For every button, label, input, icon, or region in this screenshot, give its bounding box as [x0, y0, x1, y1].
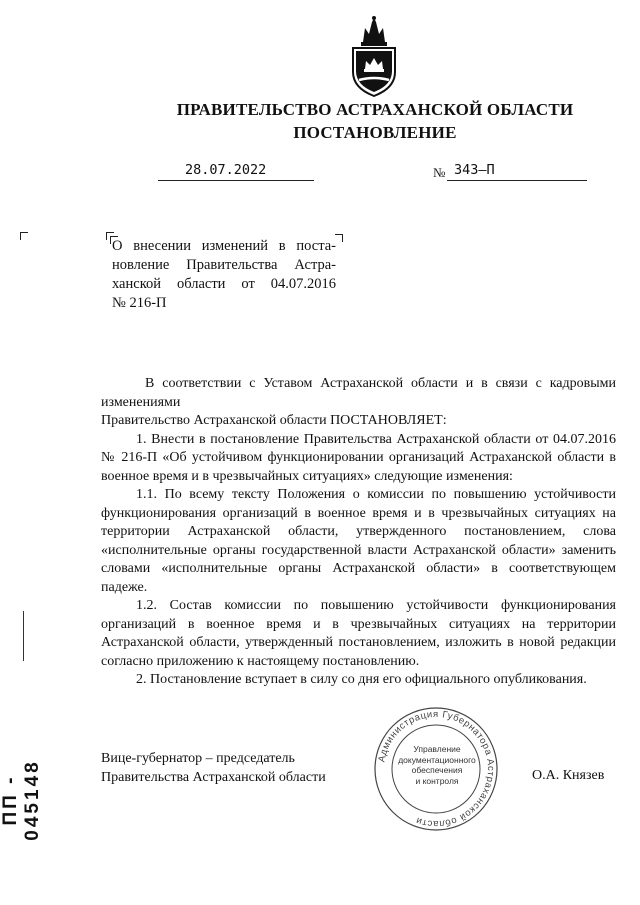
stamp-ring-text: Администрация Губернатора Астраханской области	[376, 708, 497, 830]
resolution-clause: Правительство Астраханской области ПОСТАНОВЛЯЕТ:	[101, 413, 447, 428]
stamp-inner-text	[393, 744, 481, 786]
stamp-inner-line: и контроля	[415, 775, 459, 786]
subject-line: № 216-П	[112, 295, 167, 311]
signatory-position-line: Вице-губернатор – председатель	[101, 751, 295, 766]
subject-line: ханской области от 04.07.2016	[112, 276, 336, 292]
signatory-name: О.А. Князев	[532, 768, 605, 783]
document-body	[101, 375, 616, 690]
margin-corner-mark	[20, 232, 28, 240]
document-number: 343–П	[454, 162, 495, 178]
form-serial-number: ПП - 045148	[0, 759, 43, 841]
document-subject	[112, 237, 336, 313]
intro-paragraph: В соответствии с Уставом Астраханской области и в связи с кадровыми изменениями	[101, 376, 616, 410]
number-sign-label: №	[433, 165, 446, 180]
signatory-position-line: Правительства Астраханской области	[101, 770, 326, 785]
stamp-inner-line: обеспечения	[411, 765, 463, 775]
item-1-paragraph: 1. Внести в постановление Правительства Астраханской области от 04.07.2016 № 216-П «Об устойчивом функционировании организаций Астраханской области в военное время и в чрезвычайных ситуациях» следующие изменения:	[101, 431, 616, 484]
date-underline	[158, 180, 314, 181]
item-2-paragraph: 2. Постановление вступает в силу со дня его официального опубликования.	[136, 672, 587, 687]
margin-line-mark	[23, 611, 24, 661]
subject-line: О внесении изменений в поста-	[112, 238, 336, 254]
coat-of-arms-emblem	[345, 14, 403, 98]
subject-corner-mark-right	[335, 234, 343, 242]
item-1-1-paragraph: 1.1. По всему тексту Положения о комиссии по повышению устойчивости функционирования организаций в военное время и в чрезвычайных ситуациях на территории Астраханской области, утвержденного постановлением, слова «исполнительные органы государственной власти Астраханской области» заменить словами «исполнительные органы Астраханской области» в соответствующем падеже.	[101, 487, 616, 595]
number-underline	[447, 180, 587, 181]
stamp-inner-line: документационного	[398, 754, 476, 765]
item-1-2-paragraph: 1.2. Состав комиссии по повышению устойчивости функционирования организаций в военное время и в чрезвычайных ситуациях на территории Астраханской области, утвержденный постановлением, изложить в новой редакции согласно приложению к настоящему постановлению.	[101, 598, 616, 669]
organization-title: ПРАВИТЕЛЬСТВО АСТРАХАНСКОЙ ОБЛАСТИ	[176, 100, 574, 119]
document-type-title: ПОСТАНОВЛЕНИЕ	[293, 123, 457, 142]
stamp-inner-line: Управление	[413, 744, 461, 754]
signatory-position	[101, 749, 326, 787]
subject-line: новление Правительства Астра-	[112, 257, 336, 273]
document-date: 28.07.2022	[185, 162, 267, 178]
